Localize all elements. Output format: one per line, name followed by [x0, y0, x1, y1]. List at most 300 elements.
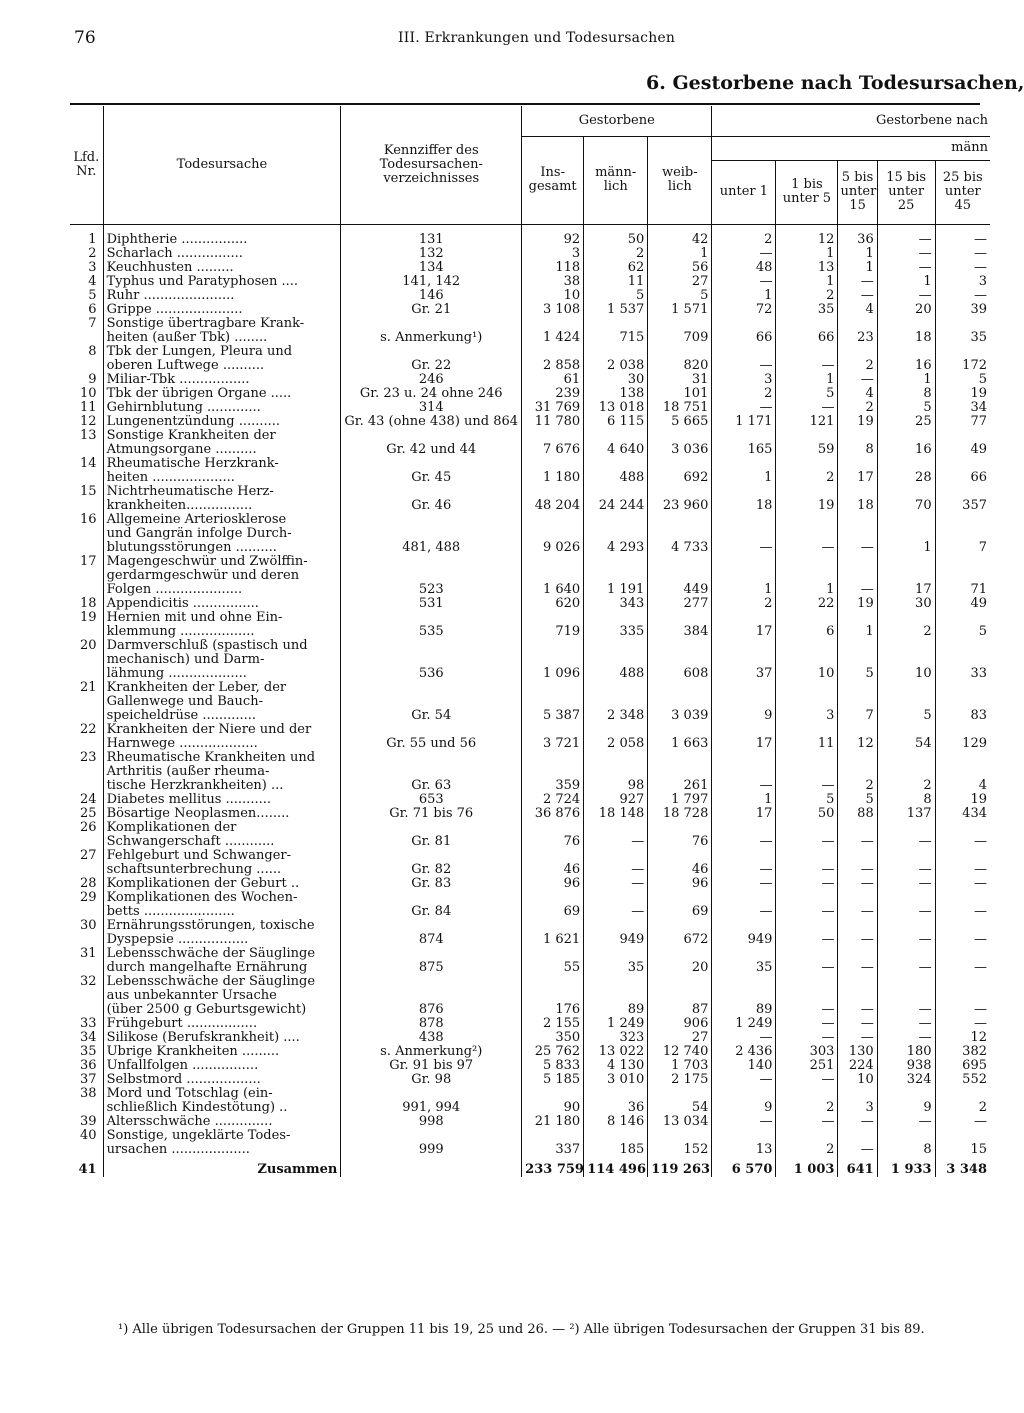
- cause-cell: [103, 793, 341, 807]
- cause-cell: [103, 387, 341, 401]
- age-5-15-cell: 1: [838, 611, 877, 639]
- age-5-15-cell: —: [838, 1017, 877, 1031]
- female-cell: 1 571: [648, 303, 712, 317]
- cause-line: und Gangrän infolge Durch-: [106, 525, 292, 541]
- age-5-15-cell: 1: [838, 247, 877, 261]
- table-header: [70, 106, 990, 224]
- female-cell: 1 703: [648, 1059, 712, 1073]
- female-cell: 906: [648, 1017, 712, 1031]
- female-cell: 46: [648, 849, 712, 877]
- under1-cell: —: [712, 275, 776, 289]
- row-number: 7: [70, 317, 103, 345]
- age-15-25-cell: 28: [877, 457, 935, 485]
- male-cell: 323: [584, 1031, 648, 1045]
- code-cell: 874: [341, 919, 522, 947]
- cause-line: Frühgeburt .................: [106, 1016, 258, 1031]
- table-row: [70, 751, 990, 793]
- cause-line: Gehirnblutung .............: [106, 400, 261, 415]
- total-cell: 2 155: [522, 1017, 584, 1031]
- female-cell: 1: [648, 247, 712, 261]
- female-cell: 608: [648, 639, 712, 681]
- code-cell: Gr. 84: [341, 891, 522, 919]
- age-1-5-cell: 2: [776, 457, 838, 485]
- cause-cell: [103, 513, 341, 555]
- code-cell: 131: [341, 233, 522, 247]
- male-cell: 8 146: [584, 1115, 648, 1129]
- age-5-15-cell: 10: [838, 1073, 877, 1087]
- code-cell: Gr. 55 und 56: [341, 723, 522, 751]
- age-25-45-cell: 5: [978, 623, 987, 639]
- cause-line: aus unbekannter Ursache: [106, 987, 277, 1003]
- total-cell: 76: [522, 821, 584, 849]
- female-cell: 12 740: [648, 1045, 712, 1059]
- age-25-45-cell: —: [974, 245, 987, 261]
- row-number: 38: [70, 1087, 103, 1115]
- under1-cell: —: [712, 821, 776, 849]
- total-cell: 92: [522, 233, 584, 247]
- age-15-25-cell: —: [877, 919, 935, 947]
- age-25-45-cell: 5: [978, 371, 987, 387]
- age-5-15-cell: 4: [838, 387, 877, 401]
- age-5-15-cell: 19: [838, 415, 877, 429]
- cause-line: krankheiten................: [106, 497, 253, 513]
- under1-cell: 949: [712, 919, 776, 947]
- code-cell: Gr. 83: [341, 877, 522, 891]
- table-row: [70, 1115, 990, 1129]
- under1-cell: 17: [712, 723, 776, 751]
- male-cell: 488: [584, 457, 648, 485]
- header-male-sub: männ: [712, 136, 990, 160]
- under1-cell: 17: [712, 611, 776, 639]
- table-row: [70, 401, 990, 415]
- male-cell: —: [584, 877, 648, 891]
- total-cell: 233 759: [522, 1157, 584, 1177]
- row-number: 28: [70, 877, 103, 891]
- cause-line: ursachen ...................: [106, 1141, 250, 1157]
- cause-line: Grippe .....................: [106, 302, 243, 317]
- age-1-5-cell: —: [776, 401, 838, 415]
- age-1-5-cell: 1: [776, 247, 838, 261]
- cause-cell: [103, 457, 341, 485]
- female-cell: 87: [648, 975, 712, 1017]
- age-15-25-cell: 1: [877, 275, 935, 289]
- age-5-15-cell: —: [838, 919, 877, 947]
- cause-line: Dyspepsie .................: [106, 931, 249, 947]
- cause-line: Gallenwege und Bauch-: [106, 693, 263, 709]
- cause-cell: [103, 821, 341, 849]
- age-5-15-cell: —: [838, 513, 877, 555]
- age-15-25-cell: 16: [877, 345, 935, 373]
- cause-cell: [103, 919, 341, 947]
- row-number: 10: [70, 387, 103, 401]
- under1-cell: —: [712, 1031, 776, 1045]
- age-25-45-cell: 695: [962, 1057, 987, 1073]
- row-number: 11: [70, 401, 103, 415]
- male-cell: 4 130: [584, 1059, 648, 1073]
- table-row: [70, 1017, 990, 1031]
- male-cell: 138: [584, 387, 648, 401]
- age-1-5-cell: 1: [776, 275, 838, 289]
- header-female: weib-lich: [648, 136, 712, 224]
- cause-line: Lebensschwäche der Säuglinge: [106, 974, 316, 989]
- age-5-15-cell: 19: [838, 597, 877, 611]
- cause-line: Selbstmord ..................: [106, 1072, 261, 1087]
- age-15-25-cell: —: [877, 1115, 935, 1129]
- cause-line: Fehlgeburt und Schwanger-: [106, 848, 292, 863]
- cause-line: schließlich Kindestötung) ..: [106, 1099, 288, 1115]
- row-number: 33: [70, 1017, 103, 1031]
- female-cell: 692: [648, 457, 712, 485]
- age-25-45-cell: —: [974, 259, 987, 275]
- code-cell: s. Anmerkung²): [341, 1045, 522, 1059]
- row-number: 8: [70, 345, 103, 373]
- code-cell: 535: [341, 611, 522, 639]
- row-number: 20: [70, 639, 103, 681]
- cause-line: klemmung ..................: [106, 623, 255, 639]
- table-row: [70, 947, 990, 975]
- under1-cell: 1: [712, 457, 776, 485]
- age-5-15-cell: —: [838, 975, 877, 1017]
- code-cell: 653: [341, 793, 522, 807]
- code-cell: Gr. 23 u. 24 ohne 246: [341, 387, 522, 401]
- cause-cell: [103, 891, 341, 919]
- row-number: 12: [70, 415, 103, 429]
- age-25-45-cell: 35: [970, 329, 987, 345]
- cause-line: Miliar-Tbk .................: [106, 372, 250, 387]
- total-cell: 239: [522, 387, 584, 401]
- age-25-45-cell: 2: [978, 1099, 987, 1115]
- age-25-45-cell: 4: [978, 777, 987, 793]
- age-15-25-cell: 9: [877, 1087, 935, 1115]
- age-1-5-cell: 10: [776, 639, 838, 681]
- age-15-25-cell: —: [877, 821, 935, 849]
- row-number: 39: [70, 1115, 103, 1129]
- table-row: [70, 275, 990, 289]
- age-1-5-cell: 1 003: [776, 1157, 838, 1177]
- female-cell: 384: [648, 611, 712, 639]
- age-5-15-cell: —: [838, 555, 877, 597]
- total-cell: 1 621: [522, 919, 584, 947]
- row-number: 26: [70, 821, 103, 849]
- total-cell: 90: [522, 1087, 584, 1115]
- cause-line: Magengeschwür und Zwölffin-: [106, 554, 308, 569]
- cause-line: Arthritis (außer rheuma-: [106, 763, 270, 779]
- row-number: 4: [70, 275, 103, 289]
- age-5-15-cell: —: [838, 1031, 877, 1045]
- table-row: [70, 639, 990, 681]
- total-cell: 48 204: [522, 485, 584, 513]
- cause-line: Komplikationen der Geburt ..: [106, 876, 300, 891]
- code-cell: 878: [341, 1017, 522, 1031]
- age-25-45-cell: 3 348: [946, 1161, 987, 1177]
- male-cell: 1 249: [584, 1017, 648, 1031]
- table-row: [70, 1129, 990, 1157]
- total-cell: 25 762: [522, 1045, 584, 1059]
- table-row: [70, 807, 990, 821]
- code-cell: Gr. 98: [341, 1073, 522, 1087]
- female-cell: 672: [648, 919, 712, 947]
- code-cell: s. Anmerkung¹): [341, 317, 522, 345]
- age-1-5-cell: —: [776, 1031, 838, 1045]
- female-cell: 42: [648, 233, 712, 247]
- age-1-5-cell: —: [776, 891, 838, 919]
- male-cell: —: [584, 849, 648, 877]
- age-25-45-cell: 77: [970, 413, 987, 429]
- cause-cell: [103, 345, 341, 373]
- row-number: 31: [70, 947, 103, 975]
- age-5-15-cell: 2: [838, 345, 877, 373]
- cause-cell: [103, 751, 341, 793]
- cause-cell: [103, 261, 341, 275]
- table-row: [70, 261, 990, 275]
- code-cell: 438: [341, 1031, 522, 1045]
- age-1-5-cell: 251: [776, 1059, 838, 1073]
- under1-cell: 66: [712, 317, 776, 345]
- under1-cell: —: [712, 849, 776, 877]
- row-number: 22: [70, 723, 103, 751]
- code-cell: 246: [341, 373, 522, 387]
- male-cell: 30: [584, 373, 648, 387]
- cause-line: Komplikationen der: [106, 820, 237, 835]
- cause-cell: [103, 303, 341, 317]
- cause-cell: [103, 947, 341, 975]
- cause-cell: [103, 1059, 341, 1073]
- table-row: [70, 821, 990, 849]
- female-cell: 101: [648, 387, 712, 401]
- female-cell: 3 039: [648, 681, 712, 723]
- table-row: [70, 919, 990, 947]
- under1-cell: 1: [712, 289, 776, 303]
- age-15-25-cell: 324: [877, 1073, 935, 1087]
- table-row: [70, 345, 990, 373]
- total-cell: 7 676: [522, 429, 584, 457]
- age-25-45-cell: —: [974, 903, 987, 919]
- footnote: ¹) Alle übrigen Todesursachen der Gruppen 11 bis 19, 25 und 26. — ²) Alle übrigen Todesursachen der Gruppen 31 bis 89.: [118, 1322, 925, 1337]
- table-row: [70, 597, 990, 611]
- under1-cell: —: [712, 877, 776, 891]
- age-25-45-cell: 39: [970, 301, 987, 317]
- age-5-15-cell: 1: [838, 261, 877, 275]
- code-cell: Gr. 21: [341, 303, 522, 317]
- age-1-5-cell: —: [776, 919, 838, 947]
- cause-line: Altersschwäche ..............: [106, 1114, 273, 1129]
- cause-line: betts ......................: [106, 903, 235, 919]
- cause-cell: [103, 373, 341, 387]
- cause-line: Ruhr ......................: [106, 288, 235, 303]
- cause-cell: [103, 1115, 341, 1129]
- male-cell: 2 058: [584, 723, 648, 751]
- code-cell: Gr. 91 bis 97: [341, 1059, 522, 1073]
- age-5-15-cell: 5: [838, 793, 877, 807]
- cause-cell: [103, 1017, 341, 1031]
- age-5-15-cell: —: [838, 1115, 877, 1129]
- table-title: 6. Gestorbene nach Todesursachen,: [646, 72, 1024, 94]
- cause-line: Krankheiten der Leber, der: [106, 680, 287, 695]
- age-5-15-cell: —: [838, 821, 877, 849]
- under1-cell: 165: [712, 429, 776, 457]
- male-cell: 13 022: [584, 1045, 648, 1059]
- age-25-45-cell: —: [974, 1113, 987, 1129]
- age-5-15-cell: 641: [838, 1157, 877, 1177]
- age-1-5-cell: 303: [776, 1045, 838, 1059]
- table-row: [70, 1073, 990, 1087]
- under1-cell: —: [712, 1115, 776, 1129]
- age-15-25-cell: 1 933: [877, 1157, 935, 1177]
- age-5-15-cell: —: [838, 877, 877, 891]
- age-5-15-cell: 2: [838, 751, 877, 793]
- cause-line: Diphtherie ................: [106, 232, 248, 247]
- female-cell: 56: [648, 261, 712, 275]
- row-number: 6: [70, 303, 103, 317]
- code-cell: 876: [341, 975, 522, 1017]
- total-cell: 118: [522, 261, 584, 275]
- age-25-45-cell: 19: [970, 791, 987, 807]
- cause-cell: [103, 233, 341, 247]
- male-cell: 1 537: [584, 303, 648, 317]
- cause-line: Unfallfolgen ................: [106, 1058, 259, 1073]
- row-number: 16: [70, 513, 103, 555]
- age-15-25-cell: 8: [877, 793, 935, 807]
- age-1-5-cell: —: [776, 947, 838, 975]
- total-cell: 3 721: [522, 723, 584, 751]
- total-cell: 96: [522, 877, 584, 891]
- cause-line: Appendicitis ................: [106, 596, 259, 611]
- table-row: [70, 877, 990, 891]
- cause-line: speicheldrüse .............: [106, 707, 257, 723]
- code-cell: 536: [341, 639, 522, 681]
- row-number: 27: [70, 849, 103, 877]
- age-15-25-cell: —: [877, 1017, 935, 1031]
- total-cell: 11 780: [522, 415, 584, 429]
- age-25-45-cell: 19: [970, 385, 987, 401]
- table-row: [70, 793, 990, 807]
- cause-cell: [103, 401, 341, 415]
- age-25-45-cell: 7: [978, 539, 987, 555]
- age-1-5-cell: 11: [776, 723, 838, 751]
- row-number: 13: [70, 429, 103, 457]
- under1-cell: 140: [712, 1059, 776, 1073]
- under1-cell: —: [712, 513, 776, 555]
- header-age-15-25: 15 bis unter 25: [877, 160, 935, 224]
- total-cell: 5 185: [522, 1073, 584, 1087]
- male-cell: 13 018: [584, 401, 648, 415]
- code-cell: 531: [341, 597, 522, 611]
- age-1-5-cell: 1: [776, 555, 838, 597]
- age-1-5-cell: 2: [776, 1087, 838, 1115]
- total-row: [70, 1157, 990, 1177]
- table-row: [70, 415, 990, 429]
- table-row: [70, 723, 990, 751]
- table-row: [70, 1031, 990, 1045]
- under1-cell: 1: [712, 793, 776, 807]
- code-cell: 132: [341, 247, 522, 261]
- age-1-5-cell: —: [776, 877, 838, 891]
- table-row: [70, 1059, 990, 1073]
- age-25-45-cell: —: [974, 959, 987, 975]
- row-number: 37: [70, 1073, 103, 1087]
- table-row: [70, 247, 990, 261]
- code-cell: Gr. 42 und 44: [341, 429, 522, 457]
- code-cell: Gr. 45: [341, 457, 522, 485]
- age-15-25-cell: 8: [877, 387, 935, 401]
- male-cell: 4 640: [584, 429, 648, 457]
- statistics-table-container: [70, 106, 990, 1177]
- age-15-25-cell: 137: [877, 807, 935, 821]
- row-number: 18: [70, 597, 103, 611]
- table-row: [70, 1045, 990, 1059]
- under1-cell: 48: [712, 261, 776, 275]
- code-cell: 523: [341, 555, 522, 597]
- cause-line: Allgemeine Arteriosklerose: [106, 512, 287, 527]
- under1-cell: —: [712, 1073, 776, 1087]
- age-5-15-cell: —: [838, 891, 877, 919]
- age-25-45-cell: —: [974, 875, 987, 891]
- table-row: [70, 485, 990, 513]
- total-cell: 36 876: [522, 807, 584, 821]
- cause-line: heiten (außer Tbk) ........: [106, 329, 268, 345]
- age-1-5-cell: —: [776, 513, 838, 555]
- female-cell: 3 036: [648, 429, 712, 457]
- age-15-25-cell: 30: [877, 597, 935, 611]
- total-cell: 1 096: [522, 639, 584, 681]
- age-25-45-cell: 71: [970, 581, 987, 597]
- female-cell: 69: [648, 891, 712, 919]
- age-1-5-cell: 1: [776, 373, 838, 387]
- female-cell: 18 751: [648, 401, 712, 415]
- table-row: [70, 303, 990, 317]
- cause-line: heiten ....................: [106, 469, 235, 485]
- code-cell: Gr. 71 bis 76: [341, 807, 522, 821]
- male-cell: 11: [584, 275, 648, 289]
- header-nr: Lfd. Nr.: [70, 106, 103, 224]
- under1-cell: 72: [712, 303, 776, 317]
- table-row: [70, 555, 990, 597]
- cause-line: Typhus und Paratyphosen ....: [106, 274, 299, 289]
- age-1-5-cell: 22: [776, 597, 838, 611]
- under1-cell: —: [712, 891, 776, 919]
- under1-cell: 1 171: [712, 415, 776, 429]
- age-25-45-cell: —: [974, 861, 987, 877]
- cause-line: Bösartige Neoplasmen........: [106, 806, 290, 821]
- header-age-under1: unter 1: [712, 160, 776, 224]
- code-cell: 141, 142: [341, 275, 522, 289]
- cause-cell: [103, 975, 341, 1017]
- cause-line: oberen Luftwege ..........: [106, 357, 265, 373]
- female-cell: 820: [648, 345, 712, 373]
- cause-line: (über 2500 g Geburtsgewicht): [106, 1001, 307, 1017]
- age-15-25-cell: —: [877, 247, 935, 261]
- cause-line: Lebensschwäche der Säuglinge: [106, 946, 316, 961]
- age-1-5-cell: —: [776, 821, 838, 849]
- total-cell: 21 180: [522, 1115, 584, 1129]
- female-cell: 261: [648, 751, 712, 793]
- male-cell: 1 191: [584, 555, 648, 597]
- cause-line: Folgen .....................: [106, 581, 243, 597]
- age-25-45-cell: 552: [962, 1071, 987, 1087]
- code-cell: 991, 994: [341, 1087, 522, 1115]
- under1-cell: 3: [712, 373, 776, 387]
- cause-line: Sonstige Krankheiten der: [106, 428, 276, 443]
- male-cell: 35: [584, 947, 648, 975]
- table-body: [70, 224, 990, 1177]
- age-5-15-cell: 224: [838, 1059, 877, 1073]
- total-cell: 31 769: [522, 401, 584, 415]
- male-cell: 6 115: [584, 415, 648, 429]
- female-cell: 76: [648, 821, 712, 849]
- total-cell: 337: [522, 1129, 584, 1157]
- age-1-5-cell: 50: [776, 807, 838, 821]
- total-cell: 5 833: [522, 1059, 584, 1073]
